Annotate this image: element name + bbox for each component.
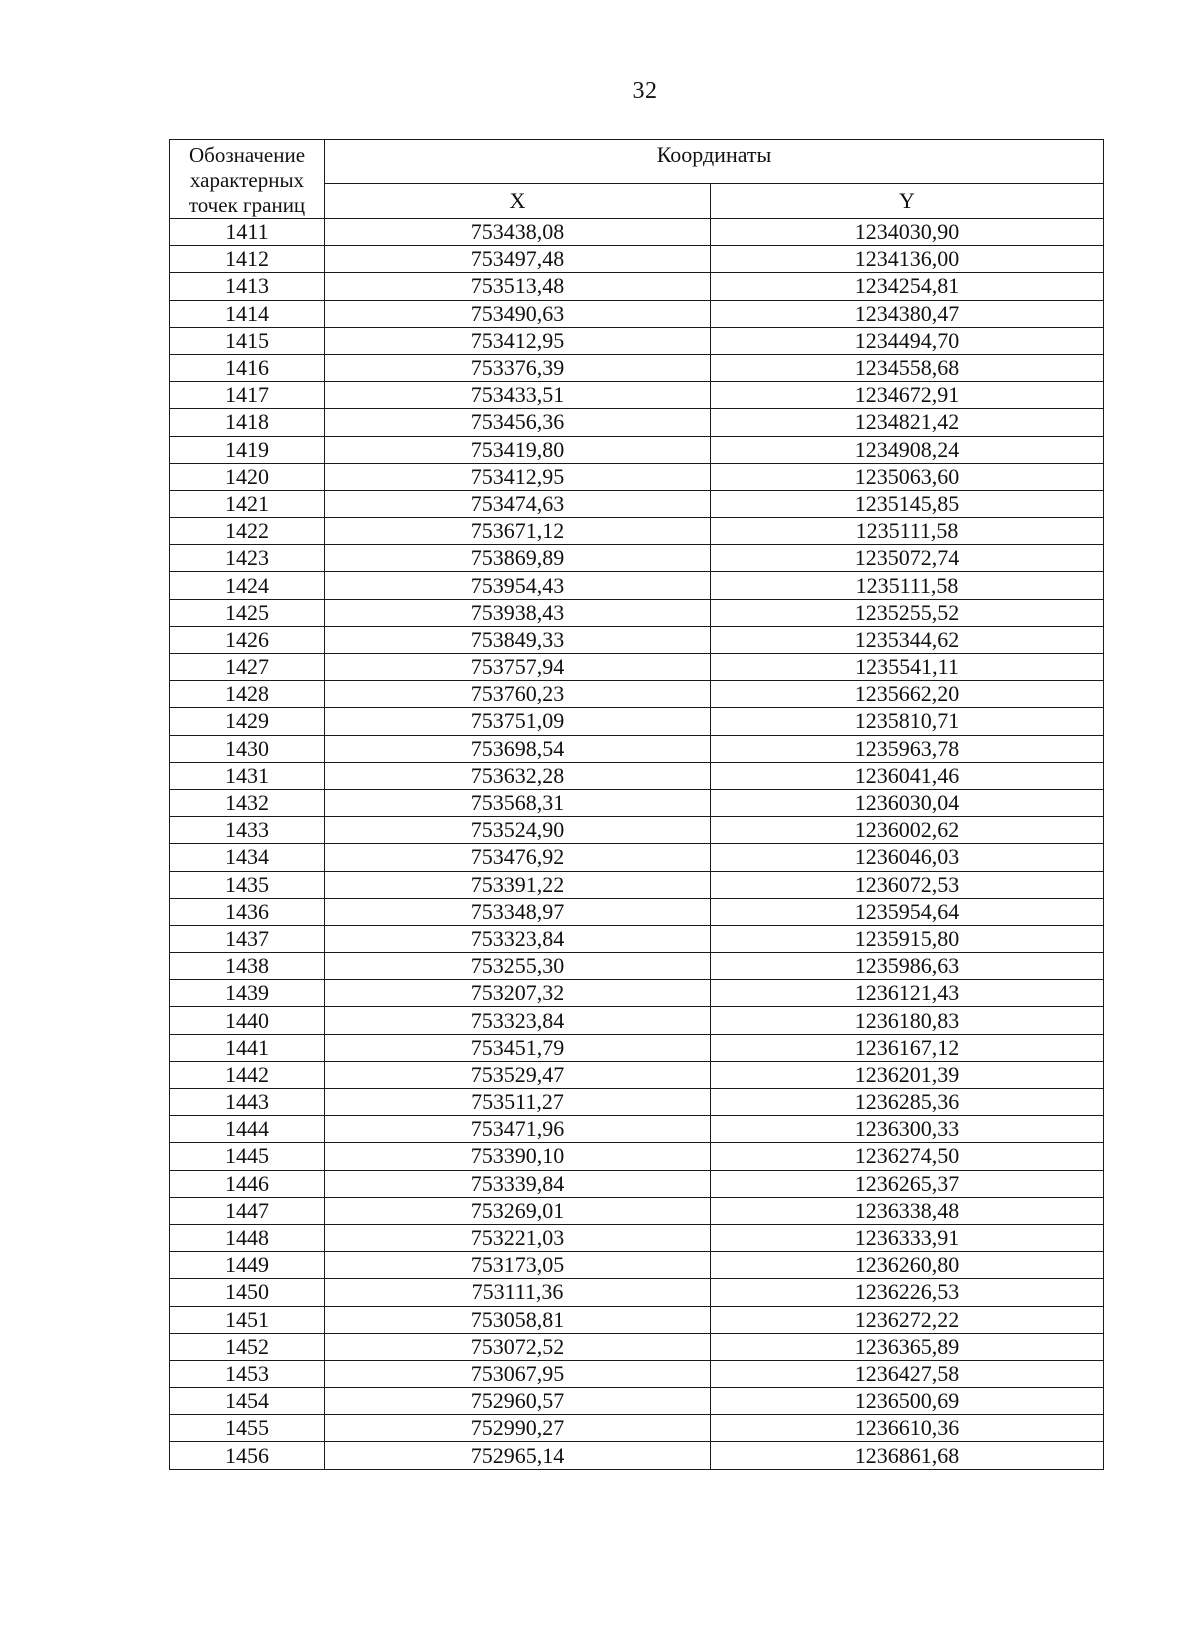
point-id-cell: 1435 [170, 871, 325, 898]
table-row [170, 219, 1104, 246]
table-row [170, 1442, 1104, 1469]
x-coordinate-cell: 753111,36 [325, 1279, 711, 1306]
table-row [170, 463, 1104, 490]
table-body [170, 219, 1104, 1470]
x-coordinate-cell: 753269,01 [325, 1197, 711, 1224]
y-coordinate-cell: 1235963,78 [711, 735, 1104, 762]
y-coordinate-cell: 1234030,90 [711, 219, 1104, 246]
table-row [170, 300, 1104, 327]
y-coordinate-cell: 1236121,43 [711, 980, 1104, 1007]
y-coordinate-cell: 1236610,36 [711, 1415, 1104, 1442]
x-coordinate-cell: 753671,12 [325, 518, 711, 545]
x-coordinate-cell: 753568,31 [325, 789, 711, 816]
table-row [170, 1388, 1104, 1415]
point-id-cell: 1455 [170, 1415, 325, 1442]
y-coordinate-cell: 1234254,81 [711, 273, 1104, 300]
table-row [170, 545, 1104, 572]
x-coordinate-cell: 753391,22 [325, 871, 711, 898]
y-coordinate-cell: 1236201,39 [711, 1061, 1104, 1088]
x-coordinate-cell: 753456,36 [325, 409, 711, 436]
coordinates-table [169, 139, 1104, 1470]
y-coordinate-cell: 1236041,46 [711, 762, 1104, 789]
point-id-cell: 1422 [170, 518, 325, 545]
table-row [170, 735, 1104, 762]
x-coordinate-cell: 753412,95 [325, 463, 711, 490]
point-id-cell: 1429 [170, 708, 325, 735]
y-coordinate-cell: 1236333,91 [711, 1224, 1104, 1251]
table-row [170, 1143, 1104, 1170]
y-coordinate-cell: 1235072,74 [711, 545, 1104, 572]
y-coordinate-cell: 1234494,70 [711, 327, 1104, 354]
table-row [170, 572, 1104, 599]
y-coordinate-cell: 1236167,12 [711, 1034, 1104, 1061]
table-row [170, 654, 1104, 681]
point-id-cell: 1442 [170, 1061, 325, 1088]
coordinates-header: Координаты [325, 140, 1104, 184]
x-coordinate-cell: 753757,94 [325, 654, 711, 681]
table-row [170, 1034, 1104, 1061]
x-coordinate-cell: 753376,39 [325, 354, 711, 381]
point-id-cell: 1433 [170, 817, 325, 844]
table-row [170, 1279, 1104, 1306]
y-coordinate-cell: 1236272,22 [711, 1306, 1104, 1333]
table-row [170, 980, 1104, 1007]
x-coordinate-cell: 753173,05 [325, 1252, 711, 1279]
point-id-cell: 1434 [170, 844, 325, 871]
x-coordinate-cell: 753529,47 [325, 1061, 711, 1088]
point-id-cell: 1431 [170, 762, 325, 789]
point-id-cell: 1448 [170, 1224, 325, 1251]
table-row [170, 708, 1104, 735]
point-id-cell: 1412 [170, 246, 325, 273]
table-row [170, 409, 1104, 436]
table-row [170, 1333, 1104, 1360]
y-coordinate-cell: 1235111,58 [711, 518, 1104, 545]
y-coordinate-cell: 1236002,62 [711, 817, 1104, 844]
x-coordinate-cell: 753207,32 [325, 980, 711, 1007]
table-header [170, 140, 1104, 219]
table-row [170, 327, 1104, 354]
x-coordinate-cell: 753632,28 [325, 762, 711, 789]
point-id-cell: 1418 [170, 409, 325, 436]
x-coordinate-cell: 753390,10 [325, 1143, 711, 1170]
y-coordinate-cell: 1236226,53 [711, 1279, 1104, 1306]
y-coordinate-cell: 1236861,68 [711, 1442, 1104, 1469]
table-row [170, 1224, 1104, 1251]
point-id-cell: 1449 [170, 1252, 325, 1279]
table-row [170, 844, 1104, 871]
x-coordinate-cell: 753869,89 [325, 545, 711, 572]
point-id-cell: 1421 [170, 490, 325, 517]
y-column-header: Y [711, 184, 1104, 219]
point-id-cell: 1456 [170, 1442, 325, 1469]
y-coordinate-cell: 1235255,52 [711, 599, 1104, 626]
point-id-cell: 1430 [170, 735, 325, 762]
y-coordinate-cell: 1235344,62 [711, 626, 1104, 653]
x-coordinate-cell: 753471,96 [325, 1116, 711, 1143]
point-id-cell: 1445 [170, 1143, 325, 1170]
y-coordinate-cell: 1236365,89 [711, 1333, 1104, 1360]
x-coordinate-cell: 753438,08 [325, 219, 711, 246]
point-id-cell: 1452 [170, 1333, 325, 1360]
point-id-cell: 1440 [170, 1007, 325, 1034]
point-id-cell: 1426 [170, 626, 325, 653]
y-coordinate-cell: 1236338,48 [711, 1197, 1104, 1224]
point-id-cell: 1450 [170, 1279, 325, 1306]
point-id-cell: 1425 [170, 599, 325, 626]
x-coordinate-cell: 753511,27 [325, 1089, 711, 1116]
x-coordinate-cell: 753221,03 [325, 1224, 711, 1251]
x-coordinate-cell: 753348,97 [325, 898, 711, 925]
table-row [170, 436, 1104, 463]
x-coordinate-cell: 753849,33 [325, 626, 711, 653]
point-id-cell: 1420 [170, 463, 325, 490]
point-id-cell: 1453 [170, 1360, 325, 1387]
point-id-cell: 1436 [170, 898, 325, 925]
y-coordinate-cell: 1234380,47 [711, 300, 1104, 327]
point-id-cell: 1438 [170, 953, 325, 980]
y-coordinate-cell: 1235541,11 [711, 654, 1104, 681]
y-coordinate-cell: 1235145,85 [711, 490, 1104, 517]
x-coordinate-cell: 753067,95 [325, 1360, 711, 1387]
table-row [170, 354, 1104, 381]
table-row [170, 1061, 1104, 1088]
point-id-cell: 1417 [170, 382, 325, 409]
y-coordinate-cell: 1234558,68 [711, 354, 1104, 381]
x-coordinate-cell: 753419,80 [325, 436, 711, 463]
y-coordinate-cell: 1235662,20 [711, 681, 1104, 708]
x-coordinate-cell: 752965,14 [325, 1442, 711, 1469]
table-row [170, 273, 1104, 300]
y-coordinate-cell: 1236500,69 [711, 1388, 1104, 1415]
x-coordinate-cell: 753255,30 [325, 953, 711, 980]
y-coordinate-cell: 1236260,80 [711, 1252, 1104, 1279]
table-row [170, 925, 1104, 952]
table-row [170, 1306, 1104, 1333]
point-id-cell: 1454 [170, 1388, 325, 1415]
y-coordinate-cell: 1234672,91 [711, 382, 1104, 409]
point-id-cell: 1416 [170, 354, 325, 381]
y-coordinate-cell: 1235986,63 [711, 953, 1104, 980]
point-id-cell: 1427 [170, 654, 325, 681]
point-id-cell: 1428 [170, 681, 325, 708]
table-row [170, 1089, 1104, 1116]
point-id-cell: 1446 [170, 1170, 325, 1197]
y-coordinate-cell: 1236030,04 [711, 789, 1104, 816]
y-coordinate-cell: 1235915,80 [711, 925, 1104, 952]
point-id-cell: 1414 [170, 300, 325, 327]
y-coordinate-cell: 1236274,50 [711, 1143, 1104, 1170]
x-coordinate-cell: 753474,63 [325, 490, 711, 517]
table-row [170, 1007, 1104, 1034]
point-id-cell: 1423 [170, 545, 325, 572]
point-id-cell: 1444 [170, 1116, 325, 1143]
y-coordinate-cell: 1236046,03 [711, 844, 1104, 871]
table-row [170, 1360, 1104, 1387]
table-row [170, 762, 1104, 789]
table-row [170, 246, 1104, 273]
table-row [170, 599, 1104, 626]
point-id-cell: 1424 [170, 572, 325, 599]
x-coordinate-cell: 753698,54 [325, 735, 711, 762]
x-coordinate-cell: 753339,84 [325, 1170, 711, 1197]
designation-header: Обозначение характерных точек границ [170, 140, 325, 219]
y-coordinate-cell: 1236180,83 [711, 1007, 1104, 1034]
y-coordinate-cell: 1235111,58 [711, 572, 1104, 599]
table-row [170, 1252, 1104, 1279]
x-coordinate-cell: 753513,48 [325, 273, 711, 300]
y-coordinate-cell: 1236265,37 [711, 1170, 1104, 1197]
table-row [170, 898, 1104, 925]
x-coordinate-cell: 753323,84 [325, 1007, 711, 1034]
table-row [170, 1116, 1104, 1143]
page-number: 32 [632, 78, 658, 104]
x-column-header: X [325, 184, 711, 219]
table-row [170, 681, 1104, 708]
table-row [170, 817, 1104, 844]
y-coordinate-cell: 1236427,58 [711, 1360, 1104, 1387]
point-id-cell: 1437 [170, 925, 325, 952]
table-row [170, 490, 1104, 517]
y-coordinate-cell: 1234821,42 [711, 409, 1104, 436]
point-id-cell: 1439 [170, 980, 325, 1007]
x-coordinate-cell: 753524,90 [325, 817, 711, 844]
point-id-cell: 1447 [170, 1197, 325, 1224]
x-coordinate-cell: 753954,43 [325, 572, 711, 599]
x-coordinate-cell: 752990,27 [325, 1415, 711, 1442]
x-coordinate-cell: 753490,63 [325, 300, 711, 327]
y-coordinate-cell: 1234136,00 [711, 246, 1104, 273]
point-id-cell: 1443 [170, 1089, 325, 1116]
x-coordinate-cell: 753497,48 [325, 246, 711, 273]
table-row [170, 1170, 1104, 1197]
x-coordinate-cell: 753058,81 [325, 1306, 711, 1333]
table-row [170, 871, 1104, 898]
x-coordinate-cell: 753412,95 [325, 327, 711, 354]
y-coordinate-cell: 1234908,24 [711, 436, 1104, 463]
point-id-cell: 1413 [170, 273, 325, 300]
x-coordinate-cell: 753476,92 [325, 844, 711, 871]
point-id-cell: 1432 [170, 789, 325, 816]
x-coordinate-cell: 753751,09 [325, 708, 711, 735]
y-coordinate-cell: 1236300,33 [711, 1116, 1104, 1143]
x-coordinate-cell: 753323,84 [325, 925, 711, 952]
table-row [170, 1415, 1104, 1442]
x-coordinate-cell: 753451,79 [325, 1034, 711, 1061]
table-row [170, 518, 1104, 545]
y-coordinate-cell: 1236072,53 [711, 871, 1104, 898]
point-id-cell: 1415 [170, 327, 325, 354]
y-coordinate-cell: 1236285,36 [711, 1089, 1104, 1116]
y-coordinate-cell: 1235954,64 [711, 898, 1104, 925]
point-id-cell: 1419 [170, 436, 325, 463]
point-id-cell: 1451 [170, 1306, 325, 1333]
y-coordinate-cell: 1235063,60 [711, 463, 1104, 490]
table-row [170, 789, 1104, 816]
x-coordinate-cell: 753072,52 [325, 1333, 711, 1360]
x-coordinate-cell: 753938,43 [325, 599, 711, 626]
x-coordinate-cell: 753760,23 [325, 681, 711, 708]
table-row [170, 626, 1104, 653]
table-row [170, 382, 1104, 409]
table-row [170, 1197, 1104, 1224]
point-id-cell: 1411 [170, 219, 325, 246]
y-coordinate-cell: 1235810,71 [711, 708, 1104, 735]
point-id-cell: 1441 [170, 1034, 325, 1061]
x-coordinate-cell: 752960,57 [325, 1388, 711, 1415]
x-coordinate-cell: 753433,51 [325, 382, 711, 409]
table-row [170, 953, 1104, 980]
